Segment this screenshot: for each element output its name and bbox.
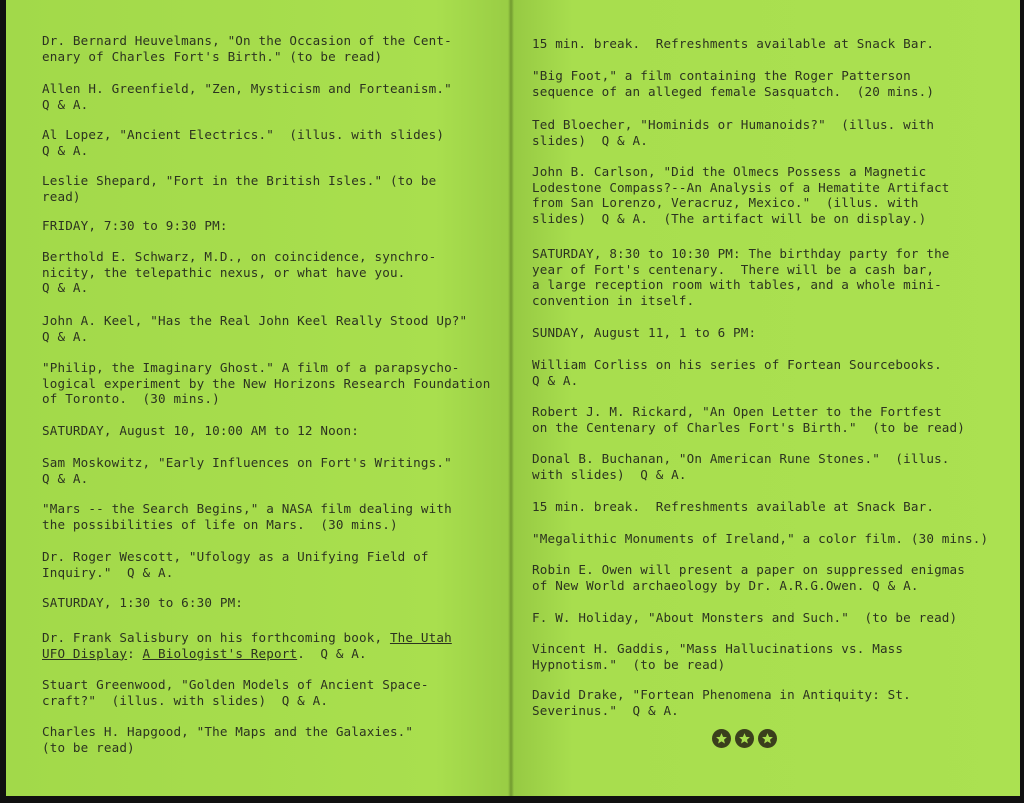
program-entry: Robin E. Owen will present a paper on suppressed enigmas of New World archaeology by Dr. A.R.G.Owen. Q & A. — [532, 562, 965, 593]
program-entry: "Megalithic Monuments of Ireland," a color film. (30 mins.) — [532, 531, 989, 546]
session-heading: SUNDAY, August 11, 1 to 6 PM: — [532, 325, 757, 340]
center-fold — [508, 0, 514, 796]
star-in-circle-icon — [712, 729, 731, 748]
program-entry: John B. Carlson, "Did the Olmecs Possess a Magnetic Lodestone Compass?--An Analysis of a Hematite Artifact from San Lorenzo, Veracruz, Mexico." (illus. with slides) Q & A. (The artifact will be on display.) — [532, 164, 950, 226]
program-entry: "Big Foot," a film containing the Roger Patterson sequence of an alleged female Sasquatch. (20 mins.) — [532, 68, 935, 99]
program-entry: Ted Bloecher, "Hominids or Humanoids?" (illus. with slides) Q & A. — [532, 117, 935, 148]
program-entry: Allen H. Greenfield, "Zen, Mysticism and Forteanism." Q & A. — [42, 81, 452, 112]
salisbury-text: . Q & A. — [297, 645, 367, 661]
program-entry: Robert J. M. Rickard, "An Open Letter to the Fortfest on the Centenary of Charles Fort's Birth." (to be read) — [532, 404, 965, 435]
program-entry: Charles H. Hapgood, "The Maps and the Galaxies." (to be read) — [42, 724, 414, 755]
program-entry: Donal B. Buchanan, "On American Rune Stones." (illus. with slides) Q & A. — [532, 451, 950, 482]
right-page — [512, 0, 1020, 796]
book-subtitle: A Biologist's Report — [142, 645, 298, 661]
session-heading: FRIDAY, 7:30 to 9:30 PM: — [42, 218, 228, 233]
program-entry-salisbury — [42, 630, 452, 661]
program-entry: Leslie Shepard, "Fort in the British Isles." (to be read) — [42, 173, 437, 204]
program-entry: Dr. Bernard Heuvelmans, "On the Occasion of the Cent- enary of Charles Fort's Birth." (to be read) — [42, 33, 452, 64]
program-entry: 15 min. break. Refreshments available at Snack Bar. — [532, 499, 935, 514]
program-entry: Berthold E. Schwarz, M.D., on coincidence, synchro- nicity, the telepathic nexus, or what have you. Q & A. — [42, 249, 437, 296]
program-entry: Sam Moskowitz, "Early Influences on Fort's Writings." Q & A. — [42, 455, 452, 486]
program-entry: Stuart Greenwood, "Golden Models of Ancient Space- craft?" (illus. with slides) Q & A. — [42, 677, 429, 708]
program-entry: Dr. Roger Wescott, "Ufology as a Unifying Field of Inquiry." Q & A. — [42, 549, 429, 580]
program-entry: Vincent H. Gaddis, "Mass Hallucinations vs. Mass Hypnotism." (to be read) — [532, 641, 904, 672]
session-heading: SATURDAY, 1:30 to 6:30 PM: — [42, 595, 244, 610]
program-entry: Al Lopez, "Ancient Electrics." (illus. with slides) Q & A. — [42, 127, 445, 158]
session-heading: SATURDAY, 8:30 to 10:30 PM: The birthday party for the year of Fort's centenary. There will be a cash bar, a large reception room with tables, and a whole mini- convention in itself. — [532, 246, 950, 308]
star-in-circle-icon — [758, 729, 777, 748]
program-entry: William Corliss on his series of Fortean Sourcebooks. Q & A. — [532, 357, 942, 388]
left-page — [6, 0, 512, 796]
salisbury-text: Dr. Frank Salisbury on his forthcoming book, — [42, 630, 390, 645]
ornament-row — [712, 729, 777, 748]
program-entry: John A. Keel, "Has the Real John Keel Really Stood Up?" Q & A. — [42, 313, 468, 344]
star-in-circle-icon — [735, 729, 754, 748]
program-entry: "Mars -- the Search Begins," a NASA film dealing with the possibilities of life on Mars. (30 mins.) — [42, 501, 452, 532]
session-heading: SATURDAY, August 10, 10:00 AM to 12 Noon: — [42, 423, 360, 438]
book-title-part: The Utah — [389, 630, 452, 645]
program-entry: 15 min. break. Refreshments available at Snack Bar. — [532, 36, 935, 51]
program-entry: F. W. Holiday, "About Monsters and Such." (to be read) — [532, 610, 958, 625]
program-entry: David Drake, "Fortean Phenomena in Antiquity: St. Severinus." Q & A. — [532, 687, 911, 718]
book-title-part: UFO Display — [42, 645, 128, 661]
salisbury-text: : — [127, 645, 143, 661]
program-entry: "Philip, the Imaginary Ghost." A film of a parapsycho- logical experiment by the New Horizons Research Foundation of Toronto. (30 mins.) — [42, 360, 491, 407]
